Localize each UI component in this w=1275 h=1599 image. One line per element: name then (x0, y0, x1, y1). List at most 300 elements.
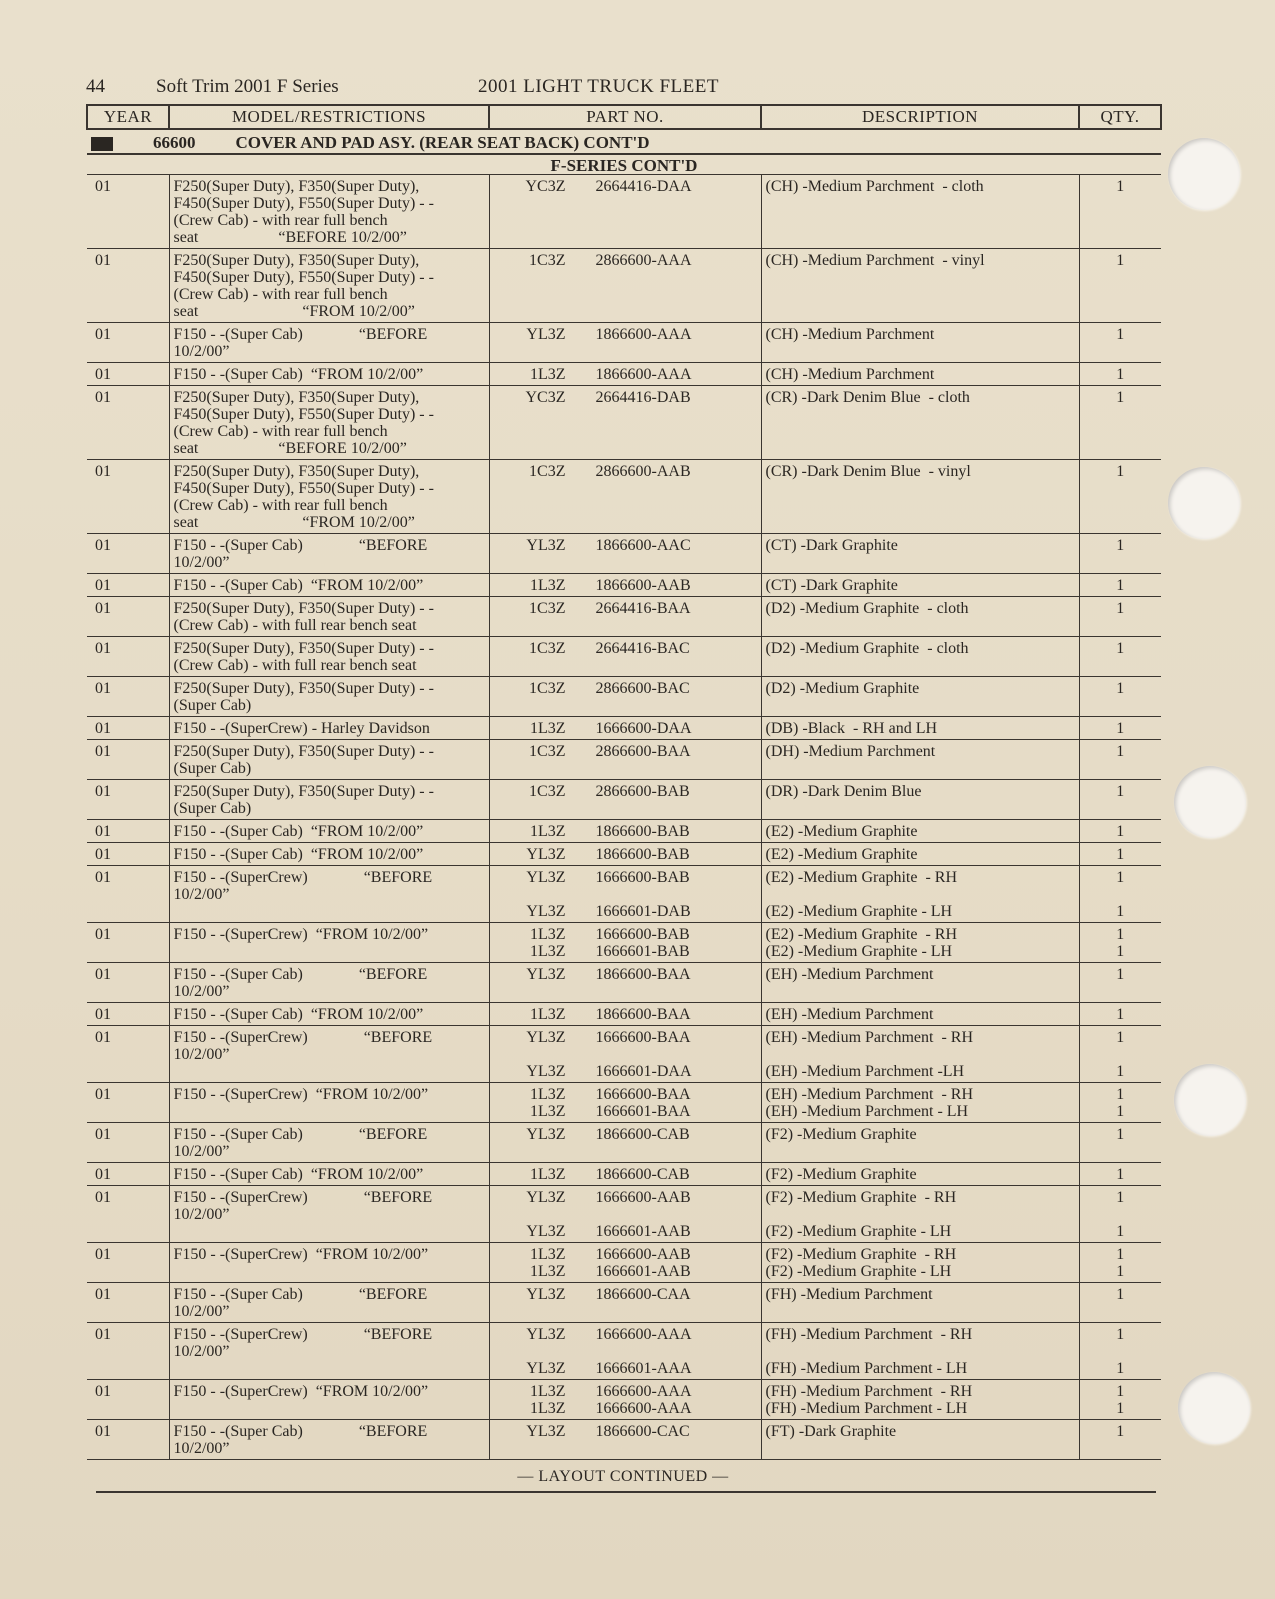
model-cell (169, 574, 489, 597)
description-line: (CH) -Medium Parchment (765, 326, 935, 344)
model-line: F150 - -(SuperCrew) “BEFORE (173, 1029, 433, 1047)
model-line: (Crew Cab) - with full rear bench seat (173, 657, 417, 675)
part-number-cell (489, 677, 761, 717)
part-prefix: YC3Z (525, 389, 566, 407)
model-cell (169, 1243, 489, 1283)
part-prefix: YL3Z (526, 903, 566, 921)
part-number (494, 1383, 757, 1400)
part-number-cell (489, 843, 761, 866)
model-line: F250(Super Duty), F350(Super Duty), (173, 178, 420, 196)
year-cell: 01 (87, 1283, 169, 1323)
model-line: F150 - -(Super Cab) “BEFORE (173, 1423, 428, 1441)
quantity-value: 1 (1116, 1246, 1125, 1264)
table-row (87, 1323, 1161, 1380)
quantity-cell (1079, 1283, 1161, 1323)
part-prefix: YL3Z (526, 1063, 566, 1081)
part-number-cell (489, 175, 761, 249)
model-line: 10/2/00” (173, 1303, 230, 1321)
quantity-value: 1 (1116, 366, 1125, 384)
part-base-suffix: 1666600-AAA (595, 1326, 692, 1344)
part-base-suffix: 1866600-AAB (595, 577, 691, 595)
year-cell: 01 (87, 1003, 169, 1026)
quantity-cell (1079, 740, 1161, 780)
quantity-value: 1 (1116, 1126, 1125, 1144)
part-number-cell (489, 1026, 761, 1083)
part-number (494, 743, 757, 760)
part-prefix: YL3Z (526, 1326, 566, 1344)
model-line: F150 - -(Super Cab) “BEFORE (173, 1126, 428, 1144)
part-number (494, 1246, 757, 1263)
part-base-suffix: 1866600-CAA (595, 1286, 691, 1304)
year-cell: 01 (87, 677, 169, 717)
quantity-value: 1 (1116, 903, 1125, 921)
part-base-suffix: 2866600-BAB (595, 783, 690, 801)
table-row (87, 574, 1161, 597)
table-row (87, 1243, 1161, 1283)
table-row (87, 1380, 1161, 1420)
part-number (494, 1423, 757, 1440)
description-cell (761, 175, 1079, 249)
part-base-suffix: 2664416-BAA (595, 600, 691, 618)
description-cell (761, 1026, 1079, 1083)
part-prefix: 1L3Z (529, 1103, 566, 1121)
part-prefix: 1L3Z (529, 720, 566, 738)
description-line: (E2) -Medium Graphite - RH (765, 926, 958, 944)
part-number-cell (489, 597, 761, 637)
column-header-qty: QTY. (1079, 105, 1161, 129)
quantity-value: 1 (1116, 463, 1125, 481)
model-cell (169, 1163, 489, 1186)
column-header-year: YEAR (87, 105, 169, 129)
part-base-suffix: 1866600-AAC (595, 537, 691, 555)
binder-hole (1168, 467, 1240, 539)
year-cell: 01 (87, 717, 169, 740)
quantity-value: 1 (1116, 926, 1125, 944)
description-cell (761, 1243, 1079, 1283)
quantity-cell (1079, 843, 1161, 866)
part-number-cell (489, 1420, 761, 1460)
table-row (87, 717, 1161, 740)
year-cell: 01 (87, 1380, 169, 1420)
part-prefix: YL3Z (526, 1360, 566, 1378)
quantity-value: 1 (1116, 600, 1125, 618)
part-number (494, 1086, 757, 1103)
part-prefix: YL3Z (526, 966, 566, 984)
quantity-value: 1 (1116, 1103, 1125, 1121)
table-header-row (87, 105, 1161, 129)
model-cell (169, 1083, 489, 1123)
model-line: 10/2/00” (173, 983, 230, 1001)
part-number-cell (489, 1380, 761, 1420)
table-row (87, 249, 1161, 323)
quantity-cell (1079, 780, 1161, 820)
part-prefix: YL3Z (526, 1423, 566, 1441)
description-cell (761, 1003, 1079, 1026)
part-number (494, 463, 757, 480)
part-number (494, 943, 757, 960)
description-line: (CR) -Dark Denim Blue - cloth (765, 389, 970, 407)
model-cell (169, 1380, 489, 1420)
quantity-cell (1079, 1380, 1161, 1420)
year-cell: 01 (87, 1083, 169, 1123)
model-line: (Super Cab) (173, 760, 252, 778)
model-cell (169, 1323, 489, 1380)
quantity-value: 1 (1116, 1223, 1125, 1241)
model-line: (Crew Cab) - with rear full bench (173, 497, 388, 515)
section-title: COVER AND PAD ASY. (REAR SEAT BACK) CONT'D (235, 133, 650, 152)
part-number (494, 720, 757, 737)
quantity-value: 1 (1116, 823, 1125, 841)
description-line: (EH) -Medium Parchment (765, 1006, 934, 1024)
description-cell (761, 820, 1079, 843)
part-number (494, 600, 757, 617)
part-number (494, 389, 757, 406)
quantity-value: 1 (1116, 1400, 1125, 1418)
description-cell (761, 460, 1079, 534)
part-base-suffix: 1866600-BAB (595, 846, 690, 864)
parts-table (86, 104, 1162, 1460)
model-line: F250(Super Duty), F350(Super Duty) - - (173, 640, 434, 658)
model-cell (169, 866, 489, 923)
description-line: (F2) -Medium Graphite (765, 1126, 917, 1144)
part-number (494, 326, 757, 343)
table-row (87, 820, 1161, 843)
year-cell: 01 (87, 249, 169, 323)
part-base-suffix: 1666601-BAA (595, 1103, 691, 1121)
table-row (87, 460, 1161, 534)
quantity-value: 1 (1116, 1063, 1125, 1081)
part-prefix: 1L3Z (529, 577, 566, 595)
model-line: F150 - -(Super Cab) “FROM 10/2/00” (173, 366, 424, 384)
part-prefix: 1L3Z (529, 1263, 566, 1281)
quantity-cell (1079, 1420, 1161, 1460)
quantity-value: 1 (1116, 1263, 1125, 1281)
model-line: (Crew Cab) - with rear full bench (173, 423, 388, 441)
model-line: F150 - -(SuperCrew) “BEFORE (173, 869, 433, 887)
description-cell (761, 1283, 1079, 1323)
description-cell (761, 963, 1079, 1003)
model-cell (169, 1123, 489, 1163)
part-base-suffix: 2866600-BAC (595, 680, 690, 698)
model-line: 10/2/00” (173, 1143, 230, 1161)
part-base-suffix: 1866600-AAA (595, 326, 692, 344)
part-number-cell (489, 386, 761, 460)
model-line: F250(Super Duty), F350(Super Duty) - - (173, 600, 434, 618)
part-number-cell (489, 1123, 761, 1163)
description-line: (EH) -Medium Parchment - LH (765, 1103, 969, 1121)
description-line: (E2) -Medium Graphite - LH (765, 903, 953, 921)
model-cell (169, 963, 489, 1003)
part-number (494, 577, 757, 594)
part-base-suffix: 1866600-CAB (595, 1126, 690, 1144)
table-row (87, 175, 1161, 249)
part-base-suffix: 1866600-BAA (595, 1006, 691, 1024)
description-line: (CH) -Medium Parchment (765, 366, 935, 384)
quantity-value: 1 (1116, 178, 1125, 196)
quantity-cell (1079, 637, 1161, 677)
year-cell: 01 (87, 1420, 169, 1460)
part-prefix: 1C3Z (529, 783, 566, 801)
model-cell (169, 923, 489, 963)
part-prefix: 1C3Z (529, 463, 566, 481)
part-number-cell (489, 460, 761, 534)
part-base-suffix: 1866600-BAA (595, 966, 691, 984)
table-row (87, 323, 1161, 363)
part-number (494, 252, 757, 269)
model-cell (169, 1026, 489, 1083)
year-cell: 01 (87, 780, 169, 820)
binder-hole (1168, 138, 1240, 210)
part-base-suffix: 1666600-AAA (595, 1400, 692, 1418)
model-line: F250(Super Duty), F350(Super Duty), (173, 463, 420, 481)
model-line: seat “FROM 10/2/00” (173, 514, 415, 532)
description-cell (761, 1380, 1079, 1420)
quantity-value: 1 (1116, 783, 1125, 801)
model-cell (169, 1420, 489, 1460)
quantity-cell (1079, 175, 1161, 249)
quantity-cell (1079, 1323, 1161, 1380)
quantity-value: 1 (1116, 577, 1125, 595)
year-cell: 01 (87, 323, 169, 363)
description-cell (761, 780, 1079, 820)
part-number (494, 1006, 757, 1023)
description-cell (761, 597, 1079, 637)
part-number (494, 903, 757, 920)
part-prefix: 1L3Z (529, 1383, 566, 1401)
model-line: F250(Super Duty), F350(Super Duty) - - (173, 783, 434, 801)
binder-hole (1178, 1372, 1250, 1444)
part-number (494, 1126, 757, 1143)
part-base-suffix: 1666600-AAB (595, 1246, 691, 1264)
part-prefix: 1L3Z (529, 943, 566, 961)
model-line: (Super Cab) (173, 800, 252, 818)
part-number-cell (489, 1323, 761, 1380)
model-line: F150 - -(SuperCrew) “BEFORE (173, 1189, 433, 1207)
part-number-cell (489, 574, 761, 597)
part-base-suffix: 1866600-BAB (595, 823, 690, 841)
part-base-suffix: 2866600-AAA (595, 252, 692, 270)
part-number-cell (489, 323, 761, 363)
part-base-suffix: 2866600-BAA (595, 743, 691, 761)
part-prefix: YL3Z (526, 326, 566, 344)
description-cell (761, 323, 1079, 363)
model-line: F250(Super Duty), F350(Super Duty), (173, 389, 420, 407)
description-cell (761, 386, 1079, 460)
model-cell (169, 843, 489, 866)
quantity-cell (1079, 363, 1161, 386)
part-base-suffix: 1666601-DAA (595, 1063, 692, 1081)
description-line: (D2) -Medium Graphite (765, 680, 920, 698)
model-line: F150 - -(SuperCrew) “FROM 10/2/00” (173, 1086, 429, 1104)
description-cell (761, 637, 1079, 677)
part-base-suffix: 1666600-DAA (595, 720, 692, 738)
description-line: (F2) -Medium Graphite - LH (765, 1263, 952, 1281)
part-number-cell (489, 1186, 761, 1243)
year-cell: 01 (87, 460, 169, 534)
table-row (87, 363, 1161, 386)
part-number (494, 1103, 757, 1120)
description-line: (CH) -Medium Parchment - vinyl (765, 252, 985, 270)
model-line: F150 - -(Super Cab) “FROM 10/2/00” (173, 1006, 424, 1024)
part-number-cell (489, 717, 761, 740)
description-line: (F2) -Medium Graphite (765, 1166, 917, 1184)
table-row (87, 843, 1161, 866)
description-line: (EH) -Medium Parchment -LH (765, 1063, 965, 1081)
quantity-cell (1079, 677, 1161, 717)
description-line: (CT) -Dark Graphite (765, 577, 898, 595)
part-number (494, 1400, 757, 1417)
part-prefix: YC3Z (525, 178, 566, 196)
quantity-value: 1 (1116, 943, 1125, 961)
year-cell: 01 (87, 386, 169, 460)
column-header-model: MODEL/RESTRICTIONS (169, 105, 489, 129)
year-cell: 01 (87, 963, 169, 1003)
table-row (87, 1083, 1161, 1123)
part-number (494, 1360, 757, 1377)
table-row (87, 534, 1161, 574)
quantity-value: 1 (1116, 1029, 1125, 1047)
model-cell (169, 249, 489, 323)
part-base-suffix: 1666601-BAB (595, 943, 690, 961)
part-base-suffix: 1666600-BAA (595, 1086, 691, 1104)
year-cell: 01 (87, 1186, 169, 1243)
model-line: F150 - -(SuperCrew) “FROM 10/2/00” (173, 1383, 429, 1401)
model-cell (169, 323, 489, 363)
quantity-value: 1 (1116, 1189, 1125, 1207)
description-line: (FH) -Medium Parchment - RH (765, 1326, 973, 1344)
year-cell: 01 (87, 1323, 169, 1380)
description-line: (D2) -Medium Graphite - cloth (765, 600, 969, 618)
quantity-value: 1 (1116, 1006, 1125, 1024)
year-cell: 01 (87, 1123, 169, 1163)
model-line: 10/2/00” (173, 343, 230, 361)
model-cell (169, 363, 489, 386)
part-number-cell (489, 1003, 761, 1026)
year-cell: 01 (87, 175, 169, 249)
book-title: Soft Trim 2001 F Series (156, 76, 339, 97)
part-number (494, 823, 757, 840)
model-line: F250(Super Duty), F350(Super Duty) - - (173, 743, 434, 761)
description-line: (F2) -Medium Graphite - LH (765, 1223, 952, 1241)
model-line: F150 - -(SuperCrew) “FROM 10/2/00” (173, 1246, 429, 1264)
part-base-suffix: 2664416-DAA (595, 178, 692, 196)
part-number-cell (489, 1163, 761, 1186)
quantity-cell (1079, 1163, 1161, 1186)
part-number-cell (489, 534, 761, 574)
model-line: seat “BEFORE 10/2/00” (173, 229, 407, 247)
quantity-cell (1079, 820, 1161, 843)
part-number (494, 1326, 757, 1343)
description-cell (761, 1123, 1079, 1163)
model-line: F150 - -(Super Cab) “FROM 10/2/00” (173, 1166, 424, 1184)
part-number-cell (489, 249, 761, 323)
model-line: (Crew Cab) - with rear full bench (173, 286, 388, 304)
table-row (87, 963, 1161, 1003)
model-cell (169, 1283, 489, 1323)
part-number (494, 178, 757, 195)
description-cell (761, 740, 1079, 780)
model-line: F150 - -(Super Cab) “BEFORE (173, 537, 428, 555)
part-number (494, 1223, 757, 1240)
description-line: (FH) -Medium Parchment - LH (765, 1400, 968, 1418)
part-prefix: 1C3Z (529, 680, 566, 698)
binder-hole (1174, 1064, 1246, 1136)
description-cell (761, 1420, 1079, 1460)
part-prefix: YL3Z (526, 846, 566, 864)
section-heading-row (87, 129, 1161, 154)
quantity-value: 1 (1116, 640, 1125, 658)
part-number (494, 869, 757, 886)
quantity-cell (1079, 1186, 1161, 1243)
subsection-row (87, 154, 1161, 175)
part-number (494, 1166, 757, 1183)
model-line: seat “FROM 10/2/00” (173, 303, 415, 321)
part-number (494, 846, 757, 863)
part-prefix: YL3Z (526, 1286, 566, 1304)
section-heading (87, 129, 1161, 154)
quantity-value: 1 (1116, 1326, 1125, 1344)
table-row (87, 1283, 1161, 1323)
model-cell (169, 597, 489, 637)
description-line: (CR) -Dark Denim Blue - vinyl (765, 463, 971, 481)
description-cell (761, 866, 1079, 923)
description-line: (EH) -Medium Parchment - RH (765, 1029, 974, 1047)
table-row (87, 637, 1161, 677)
model-line: F250(Super Duty), F350(Super Duty) - - (173, 680, 434, 698)
table-row (87, 677, 1161, 717)
description-cell (761, 363, 1079, 386)
description-cell (761, 677, 1079, 717)
part-base-suffix: 1866600-AAA (595, 366, 692, 384)
year-cell: 01 (87, 637, 169, 677)
part-number (494, 783, 757, 800)
description-line: (FH) -Medium Parchment (765, 1286, 933, 1304)
description-line: (EH) -Medium Parchment (765, 966, 934, 984)
part-base-suffix: 1666600-BAB (595, 926, 690, 944)
model-cell (169, 534, 489, 574)
description-line: (FH) -Medium Parchment - LH (765, 1360, 968, 1378)
year-cell: 01 (87, 1163, 169, 1186)
year-cell: 01 (87, 740, 169, 780)
year-cell: 01 (87, 820, 169, 843)
part-prefix: 1C3Z (529, 743, 566, 761)
description-line: (DB) -Black - RH and LH (765, 720, 938, 738)
table-row (87, 1163, 1161, 1186)
quantity-value: 1 (1116, 966, 1125, 984)
part-prefix: YL3Z (526, 869, 566, 887)
part-number (494, 1286, 757, 1303)
table-row (87, 1123, 1161, 1163)
quantity-cell (1079, 460, 1161, 534)
description-cell (761, 249, 1079, 323)
quantity-cell (1079, 717, 1161, 740)
quantity-cell (1079, 323, 1161, 363)
part-number (494, 1029, 757, 1046)
table-row (87, 1026, 1161, 1083)
description-cell (761, 1186, 1079, 1243)
model-cell (169, 740, 489, 780)
subsection-title: F-SERIES CONT'D (87, 154, 1161, 175)
description-cell (761, 574, 1079, 597)
part-number (494, 366, 757, 383)
quantity-cell (1079, 1083, 1161, 1123)
layout-continued-note: — LAYOUT CONTINUED — (517, 1468, 729, 1485)
model-cell (169, 780, 489, 820)
part-base-suffix: 2664416-BAC (595, 640, 690, 658)
part-number (494, 640, 757, 657)
model-line: F150 - -(SuperCrew) “BEFORE (173, 1326, 433, 1344)
part-prefix: 1L3Z (529, 366, 566, 384)
